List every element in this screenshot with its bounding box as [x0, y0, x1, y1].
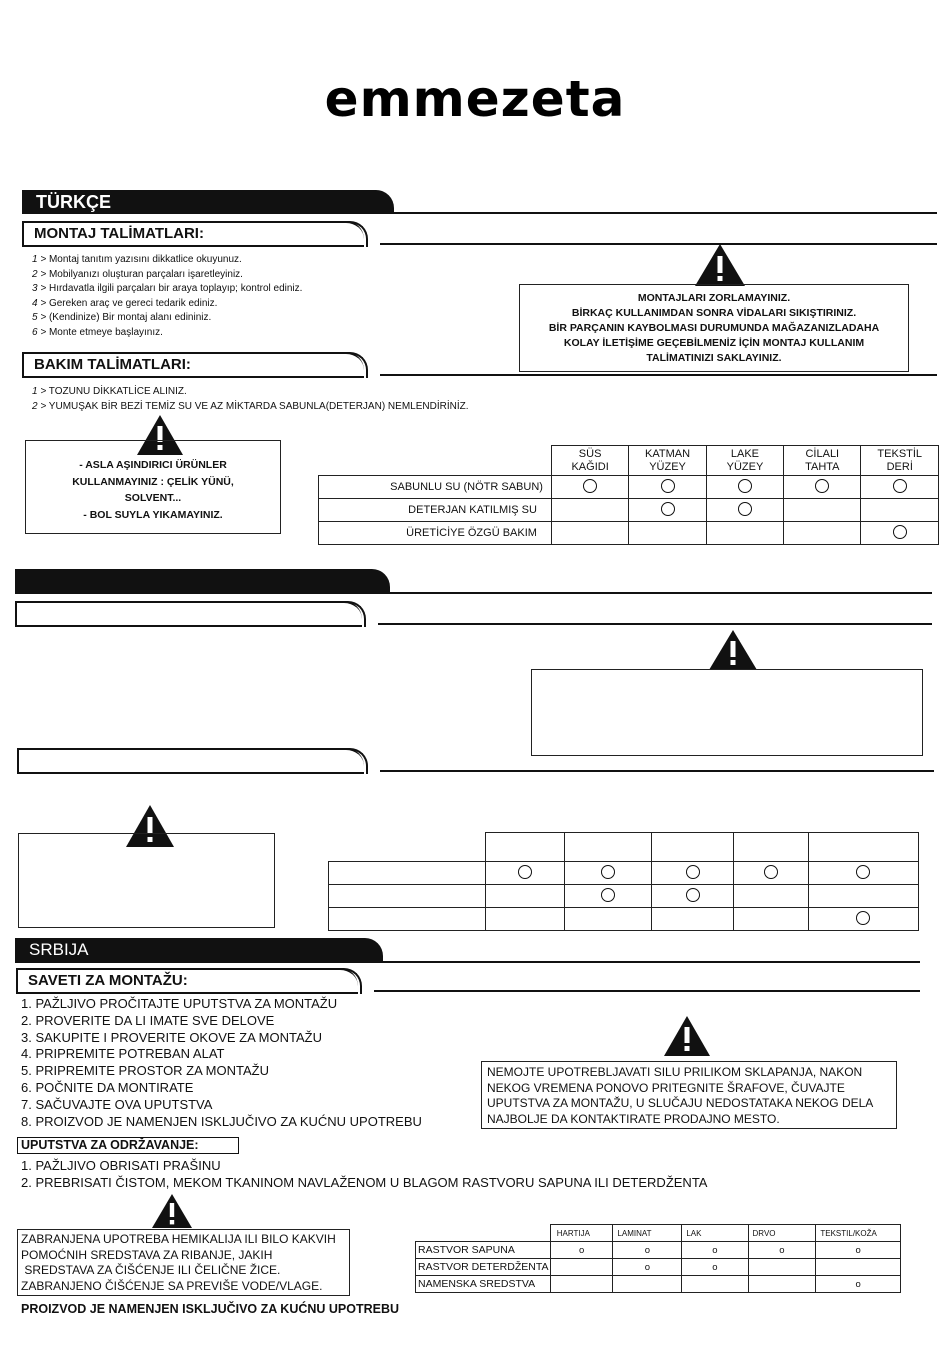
table-row [329, 908, 919, 931]
circle-mark-icon [686, 865, 700, 879]
table-header: CİLALI TAHTA [784, 446, 861, 476]
warning-line: SOLVENT... [124, 492, 182, 504]
warning-line: ZABRANJENO ČIŠĆENJE SA PREVIŠE VODE/VLAGE. [21, 1278, 323, 1293]
table-cell: o [682, 1242, 748, 1259]
circle-mark-icon [583, 479, 597, 493]
section-header-care [22, 352, 364, 378]
warning-line: KOLAY İLETİŞİME GEÇEBİLMENİZ İÇİN MONTAJ KULLANIM [563, 337, 865, 349]
list-item: 3. SAKUPITE I PROVERITE OKOVE ZA MONTAŽU [21, 1029, 322, 1045]
table-cell [808, 908, 918, 931]
circle-mark-icon [518, 865, 532, 879]
section-header-assembly [22, 221, 364, 247]
circle-mark-icon [856, 865, 870, 879]
circle-mark-icon [661, 479, 675, 493]
warning-line: ZABRANJENA UPOTREBA HEMIKALIJA ILI BILO KAKVIH [21, 1232, 336, 1246]
circle-mark-icon [815, 479, 829, 493]
table-cell: o [816, 1276, 901, 1293]
care-steps-list [32, 385, 469, 414]
circle-mark-icon [601, 888, 615, 902]
divider [15, 592, 932, 594]
table-header: KATMAN YÜZEY [629, 446, 706, 476]
table-row [416, 1259, 901, 1276]
table-cell: o [816, 1242, 901, 1259]
circle-mark-icon [856, 911, 870, 925]
warning-line: NAJBOLJE DA KONTAKTIRATE PRODAJNO MESTO. [487, 1111, 780, 1126]
language-label: TÜRKÇE [36, 192, 111, 212]
table-cell [651, 908, 733, 931]
list-item: 2. PROVERITE DA LI IMATE SVE DELOVE [21, 1012, 275, 1028]
circle-mark-icon [764, 865, 778, 879]
row-label: RASTVOR DETERDŽENTA [416, 1259, 551, 1276]
assembly-steps-list [32, 253, 302, 341]
table-cell [808, 862, 918, 885]
circle-mark-icon [893, 525, 907, 539]
warning-line: - ASLA AŞINDIRICI ÜRÜNLER [79, 459, 227, 471]
table-cell [629, 522, 706, 545]
row-label: NAMENSKA SREDSTVA [416, 1276, 551, 1293]
divider [380, 770, 934, 772]
list-item: 6 > Monte etmeye başlayınız. [32, 326, 163, 338]
warning-line: KULLANMAYINIZ : ÇELİK YÜNÜ, [72, 475, 234, 488]
warning-icon [150, 1192, 194, 1230]
section-header-blank [15, 601, 362, 627]
warning-icon [707, 628, 759, 672]
list-item: 1 > Montaj tanıtım yazısını dikkatlice okuyunuz. [32, 254, 242, 265]
list-item: 1. PAŽLJIVO PROČITAJTE UPUTSTVA ZA MONTAŽU [21, 996, 338, 1011]
table-cell [734, 885, 808, 908]
list-item: 1. PAŽLJIVO OBRISATI PRAŠINU [21, 1158, 221, 1173]
row-label: ÜRETİCİYE ÖZGÜ BAKIM [319, 522, 552, 545]
table-cell [706, 476, 783, 499]
table-cell [861, 476, 939, 499]
warning-line: NEMOJTE UPOTREBLJAVATI SILU PRILIKOM SKLAPANJA, NAKON [487, 1065, 863, 1079]
table-cell [629, 499, 706, 522]
list-item: 2 > YUMUŞAK BİR BEZİ TEMİZ SU VE AZ MİKTARDA SABUNLA(DETERJAN) NEMLENDİRİNİZ. [32, 400, 469, 412]
list-item: 4. PRIPREMITE POTREBAN ALAT [21, 1046, 225, 1062]
table-cell [734, 908, 808, 931]
divider [374, 990, 920, 992]
divider [380, 374, 937, 376]
warning-line: NEKOG VREMENA PONOVO PRITEGNITE ŠRAFOVE, ČUVAJTE [487, 1080, 845, 1095]
table-header: SÜS KAĞIDI [551, 446, 628, 476]
section-header-care [17, 1137, 239, 1154]
table-cell: o [550, 1242, 613, 1259]
table-cell [816, 1259, 901, 1276]
list-item: 4 > Gereken araç ve gereci tedarik ediniz. [32, 297, 218, 309]
warning-line: SREDSTAVA ZA ČIŠĆENJE ILI ČELIČNE ŽICE. [21, 1263, 281, 1278]
row-label: DETERJAN KATILMIŞ SU [319, 499, 552, 522]
list-item: 7. SAČUVAJTE OVA UPUTSTVA [21, 1096, 213, 1112]
table-cell [784, 522, 861, 545]
table-row [329, 885, 919, 908]
table-cell [706, 522, 783, 545]
table-cell [748, 1259, 816, 1276]
table-header: LAKE YÜZEY [706, 446, 783, 476]
row-label: SABUNLU SU (NÖTR SABUN) [319, 476, 552, 499]
table-cell: o [613, 1242, 682, 1259]
table-cell [651, 862, 733, 885]
table-cell: o [682, 1259, 748, 1276]
warning-line: BİR PARÇANIN KAYBOLMASI DURUMUNDA MAĞAZANIZLADAHA [548, 322, 880, 334]
table-cell [486, 862, 564, 885]
table-header: LAMINAT [613, 1225, 682, 1242]
table-cell [748, 1276, 816, 1293]
list-item: 2 > Mobilyanızı oluşturan parçaları işaretleyiniz. [32, 268, 243, 280]
table-header: DRVO [748, 1225, 816, 1242]
table-header: HARTIJA [550, 1225, 613, 1242]
circle-mark-icon [738, 502, 752, 516]
circle-mark-icon [893, 479, 907, 493]
divider [22, 212, 937, 214]
care-table-turkish [318, 445, 939, 545]
warning-line: BİRKAÇ KULLANIMDAN SONRA VİDALARI SIKIŞTIRINIZ. [571, 307, 857, 319]
table-cell [564, 908, 651, 931]
table-cell [808, 885, 918, 908]
section-header-blank [17, 748, 364, 774]
care-steps-list [21, 1158, 707, 1192]
care-table-serbian [415, 1224, 901, 1293]
table-cell [550, 1259, 613, 1276]
table-cell [551, 522, 628, 545]
language-bar-blank [15, 569, 390, 593]
section-title: UPUTSTVA ZA ODRŽAVANJE: [21, 1138, 199, 1152]
table-row [416, 1242, 901, 1259]
warning-line: TALİMATINIZI SAKLAYINIZ. [646, 352, 782, 364]
list-item: 3 > Hırdavatla ilgili parçaları bir araya toplayıp; kontrol ediniz. [32, 283, 303, 295]
table-cell [486, 885, 564, 908]
table-cell [551, 476, 628, 499]
table-cell [613, 1276, 682, 1293]
table-row [329, 862, 919, 885]
warning-line: POMOĆNIH SREDSTAVA ZA RIBANJE, JAKIH [21, 1247, 273, 1262]
table-cell [550, 1276, 613, 1293]
row-label: RASTVOR SAPUNA [416, 1242, 551, 1259]
table-cell [682, 1276, 748, 1293]
table-header: TEKSTIL/KOŽA [816, 1225, 901, 1242]
list-item: 8. PROIZVOD JE NAMENJEN ISKLJUČIVO ZA KUĆNU UPOTREBU [21, 1113, 422, 1129]
section-title: SAVETI ZA MONTAŽU: [28, 972, 188, 989]
list-item: 2. PREBRISATI ČISTOM, MEKOM TKANINOM NAVLAŽENOM U BLAGOM RASTVORU SAPUNA ILI DETERDŽENTA [21, 1174, 708, 1190]
warning-box-care [25, 440, 281, 534]
list-item: 5 > (Kendinize) Bir montaj alanı edininiz. [32, 312, 212, 324]
table-cell [861, 499, 939, 522]
warning-icon [693, 242, 747, 288]
table-row [319, 499, 939, 522]
warning-box-care [17, 1229, 350, 1296]
warning-box-assembly [481, 1061, 897, 1129]
language-bar-serbian [15, 938, 383, 961]
table-row [319, 476, 939, 499]
language-label: SRBIJA [29, 940, 89, 959]
warning-box-assembly [519, 284, 909, 372]
table-cell [706, 499, 783, 522]
table-cell [861, 522, 939, 545]
table-cell: o [613, 1259, 682, 1276]
divider [15, 961, 920, 963]
footer-note: PROIZVOD JE NAMENJEN ISKLJUČIVO ZA KUĆNU UPOTREBU [21, 1302, 400, 1316]
care-table-blank [328, 832, 919, 931]
table-cell [564, 885, 651, 908]
list-item: 1 > TOZUNU DİKKATLİCE ALINIZ. [32, 386, 187, 397]
assembly-steps-list [21, 996, 422, 1130]
table-cell [734, 862, 808, 885]
warning-line: UPUTSTVA ZA MONTAŽU, U SLUČAJU NEDOSTATAKA NEKOG DELA [487, 1096, 874, 1111]
warning-line: - BOL SUYLA YIKAMAYINIZ. [83, 508, 223, 521]
table-cell [486, 908, 564, 931]
warning-box-blank [531, 669, 923, 756]
table-cell [784, 499, 861, 522]
section-title: BAKIM TALİMATLARI: [34, 356, 191, 373]
warning-box-blank [18, 833, 275, 928]
table-cell [651, 885, 733, 908]
circle-mark-icon [601, 865, 615, 879]
section-header-assembly [16, 968, 358, 994]
table-row [319, 522, 939, 545]
warning-line: MONTAJLARI ZORLAMAYINIZ. [637, 292, 791, 304]
table-cell [551, 499, 628, 522]
table-header: TEKSTİL DERİ [861, 446, 939, 476]
divider [380, 243, 937, 245]
table-header: LAK [682, 1225, 748, 1242]
circle-mark-icon [738, 479, 752, 493]
circle-mark-icon [686, 888, 700, 902]
circle-mark-icon [661, 502, 675, 516]
list-item: 5. PRIPREMITE PROSTOR ZA MONTAŽU [21, 1063, 269, 1079]
table-cell [629, 476, 706, 499]
section-title: MONTAJ TALİMATLARI: [34, 225, 204, 242]
divider [378, 623, 932, 625]
table-row [416, 1276, 901, 1293]
table-cell: o [748, 1242, 816, 1259]
brand-logo: emmezeta [324, 70, 626, 128]
table-cell [784, 476, 861, 499]
list-item: 6. POČNITE DA MONTIRATE [21, 1079, 194, 1095]
language-bar-turkish [22, 190, 394, 214]
table-cell [564, 862, 651, 885]
warning-icon [662, 1014, 712, 1058]
